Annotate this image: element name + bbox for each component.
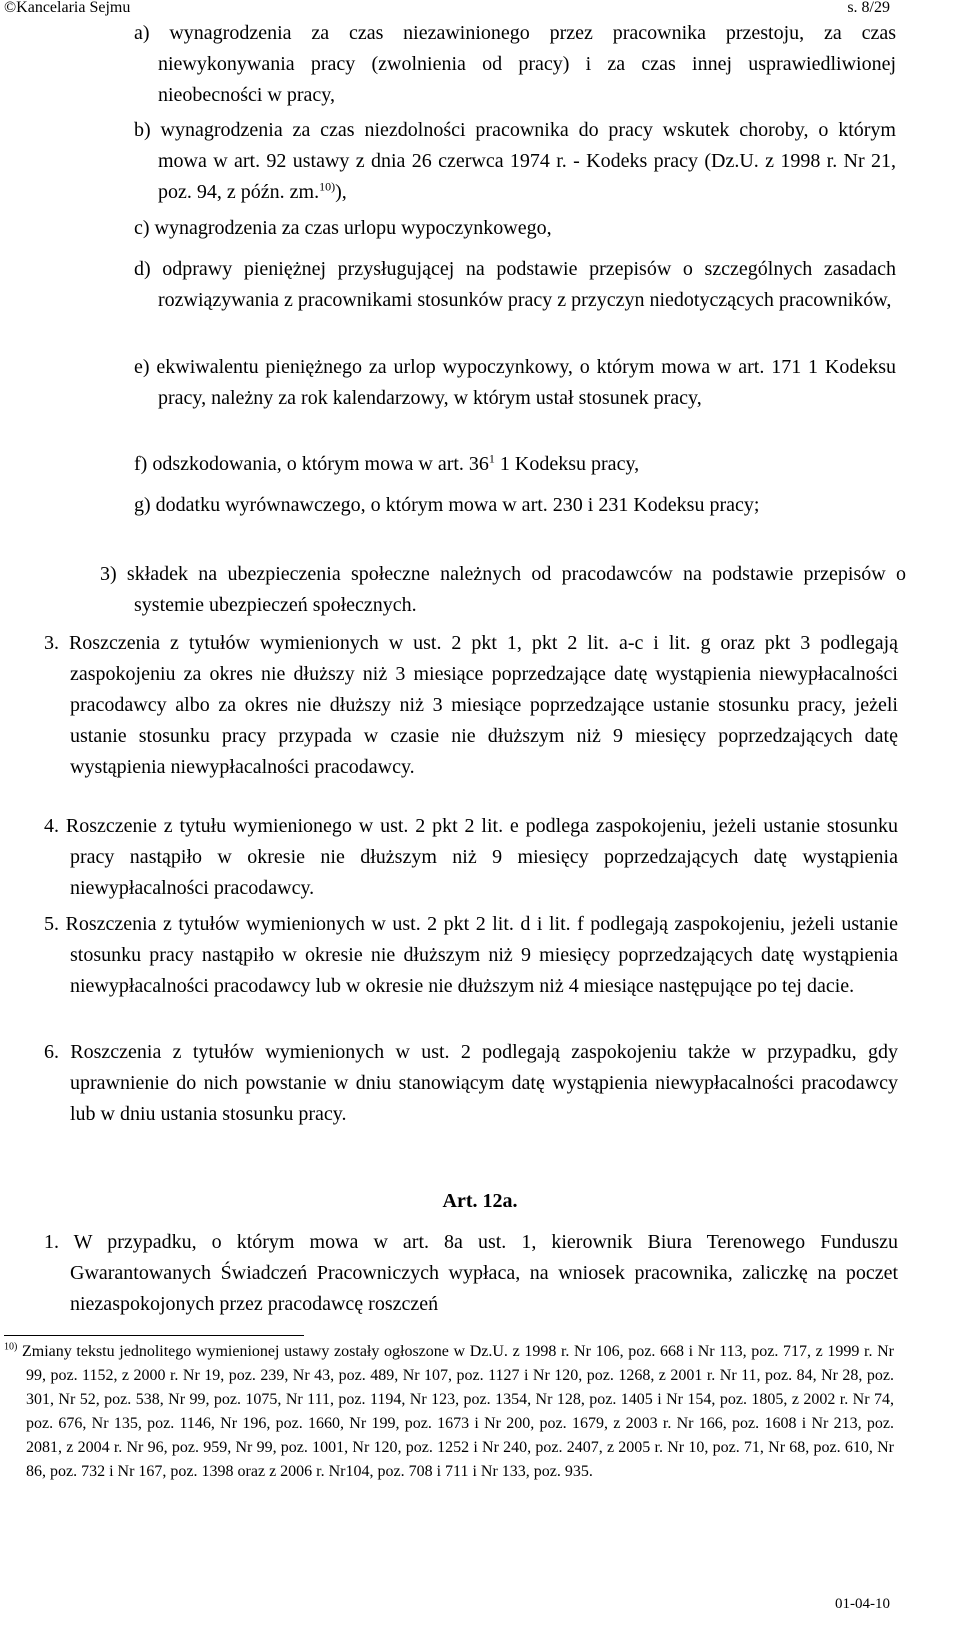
item-f-text: f) odszkodowania, o którym mowa w art. 36 [134, 453, 489, 475]
footnote-marker: 10) [4, 1341, 18, 1353]
footnote [4, 1340, 894, 1484]
point-3: 3) składek na ubezpieczenia społeczne należnych od pracodawców na podstawie przepisów o systemie ubezpieczeń społecznych. [100, 563, 906, 616]
paragraph-3: 3. Roszczenia z tytułów wymienionych w ust. 2 pkt 1, pkt 2 lit. a-c i lit. g oraz pkt 3 podlegają zaspokojeniu za okres nie dłuższy niż 3 miesiące poprzedzające datę wystąpienia niewypłacalności pracodawcy albo za okres nie dłuższy niż 3 miesiące poprzedzające ustanie stosunku pracy, jeżeli ustanie stosunku pracy przypada w czasie nie dłuższym niż 9 miesięcy poprzedzających datę wystąpienia niewypłacalności pracodawcy. [44, 632, 898, 778]
footnote-text: Zmiany tekstu jednolitego wymienionej ustawy zostały ogłoszone w Dz.U. z 1998 r. Nr 106, poz. 668 i Nr 113, poz. 717, z 1999 r. Nr 99, poz. 1152, z 2000 r. Nr 19, poz. 239, Nr 43, poz. 489, Nr 107, poz. 1127 i Nr 120, poz. 1268, z 2001 r. Nr 11, poz. 84, Nr 28, poz. 301, Nr 52, poz. 538, Nr 99, poz. 1075, Nr 111, poz. 1194, Nr 123, poz. 1354, Nr 128, poz. 1405 i Nr 154, poz. 1805, z 2002 r. Nr 74, poz. 676, Nr 135, poz. 1146, Nr 196, poz. 1660, Nr 199, poz. 1673 i Nr 200, poz. 1679, z 2003 r. Nr 166, poz. 1608 i Nr 213, poz. 2081, z 2004 r. Nr 96, poz. 959, Nr 99, poz. 1001, Nr 120, poz. 1252 i Nr 240, poz. 2407, z 2005 r. Nr 10, poz. 71, Nr 68, poz. 610, Nr 86, poz. 732 i Nr 167, poz. 1398 oraz z 2006 r. Nr104, poz. 708 i 711 i Nr 133, poz. 935. [22, 1343, 895, 1480]
item-b-end: ), [335, 181, 347, 203]
item-c: c) wynagrodzenia za czas urlopu wypoczynkowego, [134, 217, 552, 239]
item-f-sup: 1 [488, 451, 495, 466]
paragraph-6: 6. Roszczenia z tytułów wymienionych w ust. 2 podlegają zaspokojeniu także w przypadku, gdy uprawnienie do nich powstanie w dniu stanowiącym datę wystąpienia niewypłacalności pracodawcy lub w dniu ustania stosunku pracy. [44, 1041, 898, 1125]
item-f [134, 449, 896, 480]
article-title: Art. 12a. [442, 1190, 518, 1212]
item-a: a) wynagrodzenia za czas niezawinionego przez pracownika przestoju, za czas niewykonywania pracy (zwolnienia od pracy) i za czas innej usprawiedliwionej nieobecności w pracy, [134, 22, 896, 106]
item-b [134, 115, 896, 208]
item-f-end: 1 Kodeksu pracy, [499, 453, 640, 475]
footnote-divider [4, 1335, 304, 1336]
item-d: d) odprawy pieniężnej przysługującej na podstawie przepisów o szczególnych zasadach rozwiązywania z pracownikami stosunków pracy z przyczyn niedotyczących pracowników, [134, 258, 896, 311]
header-source: ©Kancelaria Sejmu [4, 0, 131, 16]
paragraph-5: 5. Roszczenia z tytułów wymienionych w ust. 2 pkt 2 lit. d i lit. f podlegają zaspokojeniu, jeżeli ustanie stosunku pracy nastąpiło w okresie nie dłuższym niż 9 miesięcy poprzedzających datę wystąpienia niewypłacalności pracodawcy lub w okresie nie dłuższym niż 4 miesiące następujące po tej dacie. [44, 913, 898, 997]
paragraph-4: 4. Roszczenie z tytułu wymienionego w ust. 2 pkt 2 lit. e podlega zaspokojeniu, jeżeli ustanie stosunku pracy nastąpiło w okresie nie dłuższym niż 9 miesięcy poprzedzających datę wystąpienia niewypłacalności pracodawcy. [44, 815, 898, 899]
article-paragraph-1: 1. W przypadku, o którym mowa w art. 8a ust. 1, kierownik Biura Terenowego Funduszu Gwarantowanych Świadczeń Pracowniczych wypłaca, na wniosek pracownika, zaliczkę na poczet niezaspokojonych przez pracodawcę roszczeń [44, 1231, 898, 1315]
page-code: 01-04-10 [835, 1596, 890, 1612]
item-g: g) dodatku wyrównawczego, o którym mowa w art. 230 i 231 Kodeksu pracy; [134, 494, 760, 516]
footnote-ref[interactable]: 10) [319, 179, 336, 194]
item-e: e) ekwiwalentu pieniężnego za urlop wypoczynkowy, o którym mowa w art. 171 1 Kodeksu pracy, należny za rok kalendarzowy, w którym ustał stosunek pracy, [134, 356, 896, 409]
item-b-text: b) wynagrodzenia za czas niezdolności pracownika do pracy wskutek choroby, o którym mowa w art. 92 ustawy z dnia 26 czerwca 1974 r. - Kodeks pracy (Dz.U. z 1998 r. Nr 21, poz. 94, z późn. zm. [134, 119, 896, 203]
header-page-number: s. 8/29 [847, 0, 890, 16]
